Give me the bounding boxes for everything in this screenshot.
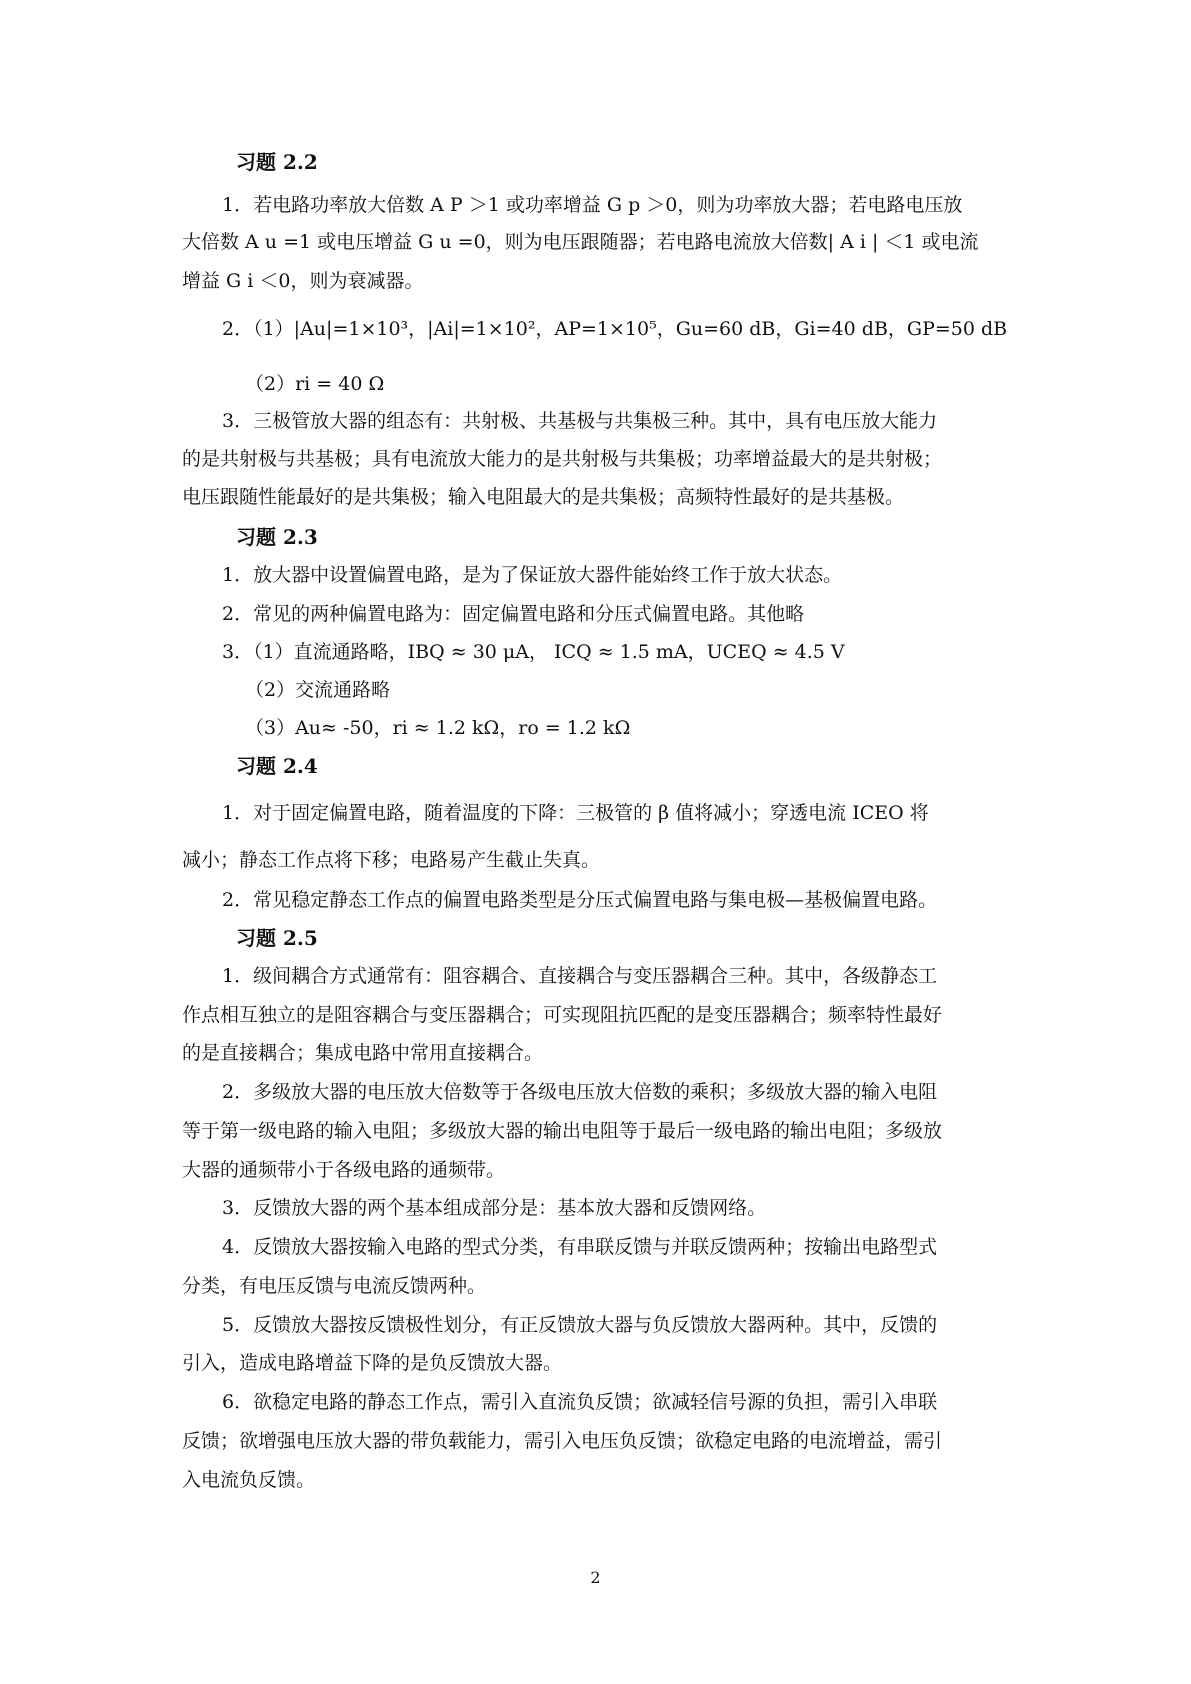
- text-line: 作点相互独立的是阻容耦合与变压器耦合；可实现阻抗匹配的是变压器耦合；频率特性最好: [182, 1004, 943, 1026]
- text-line: 大倍数 A u =1 或电压增益 G u =0，则为电压跟随器；若电路电流放大倍数| A i | ＜1 或电流: [182, 231, 979, 253]
- text-line: 等于第一级电路的输入电阻；多级放大器的输出电阻等于最后一级电路的输出电阻；多级放: [182, 1120, 943, 1142]
- text-line: 减小；静态工作点将下移；电路易产生截止失真。: [182, 849, 601, 871]
- text-line: 2．常见稳定静态工作点的偏置电路类型是分压式偏置电路与集电极—基极偏置电路。: [222, 889, 938, 911]
- section-heading: 习题 2.3: [236, 525, 318, 549]
- text-line: 大器的通频带小于各级电路的通频带。: [182, 1159, 506, 1181]
- text-line: （3）Au≈ -50，ri ≈ 1.2 kΩ，ro = 1.2 kΩ: [245, 717, 631, 739]
- text-line: 4．反馈放大器按输入电路的型式分类，有串联反馈与并联反馈两种；按输出电路型式: [222, 1236, 938, 1258]
- text-line: （2）交流通路略: [245, 679, 391, 701]
- text-line: 的是共射极与共基极；具有电流放大能力的是共射极与共集极；功率增益最大的是共射极；: [182, 448, 943, 470]
- text-line: 6．欲稳定电路的静态工作点，需引入直流负反馈；欲减轻信号源的负担，需引入串联: [222, 1391, 938, 1413]
- text-line: 2．多级放大器的电压放大倍数等于各级电压放大倍数的乘积；多级放大器的输入电阻: [222, 1081, 938, 1103]
- text-line: （2）ri = 40 Ω: [245, 373, 385, 395]
- section-heading: 习题 2.4: [236, 754, 318, 778]
- text-line: 1．放大器中设置偏置电路，是为了保证放大器件能始终工作于放大状态。: [222, 564, 843, 586]
- section-heading: 习题 2.5: [236, 926, 318, 950]
- text-line: 3．三极管放大器的组态有：共射极、共基极与共集极三种。其中，具有电压放大能力: [222, 410, 938, 432]
- text-line: 2．常见的两种偏置电路为：固定偏置电路和分压式偏置电路。其他略: [222, 603, 805, 625]
- text-line: 1．对于固定偏置电路，随着温度的下降：三极管的 β 值将减小；穿透电流 ICEO 将: [222, 802, 929, 824]
- section-heading: 习题 2.2: [236, 150, 318, 174]
- text-line: 增益 G i ＜0，则为衰减器。: [182, 270, 424, 292]
- text-line: 入电流负反馈。: [182, 1469, 316, 1491]
- page-number: 2: [590, 1568, 601, 1587]
- text-line: 1．若电路功率放大倍数 A P ＞1 或功率增益 G p ＞0，则为功率放大器；若电路电压放: [222, 194, 963, 216]
- text-line: 5．反馈放大器按反馈极性划分，有正反馈放大器与负反馈放大器两种。其中，反馈的: [222, 1314, 938, 1336]
- text-line: 分类，有电压反馈与电流反馈两种。: [182, 1275, 487, 1297]
- text-line: 3．反馈放大器的两个基本组成部分是：基本放大器和反馈网络。: [222, 1197, 767, 1219]
- text-line: 3．（1）直流通路略，IBQ ≈ 30 μA， ICQ ≈ 1.5 mA，UCEQ ≈ 4.5 V: [222, 641, 845, 663]
- text-line: 的是直接耦合；集成电路中常用直接耦合。: [182, 1042, 544, 1064]
- text-line: 电压跟随性能最好的是共集极；输入电阻最大的是共集极；高频特性最好的是共基极。: [182, 486, 905, 508]
- text-line: 引入，造成电路增益下降的是负反馈放大器。: [182, 1352, 563, 1374]
- text-line: 1．级间耦合方式通常有：阻容耦合、直接耦合与变压器耦合三种。其中，各级静态工: [222, 965, 938, 987]
- text-line: 2．（1）|Au|=1×10³，|Ai|=1×10²，AP=1×10⁵，Gu=60 dB，Gi=40 dB，GP=50 dB: [222, 318, 1008, 340]
- text-line: 反馈；欲增强电压放大器的带负载能力，需引入电压负反馈；欲稳定电路的电流增益，需引: [182, 1430, 943, 1452]
